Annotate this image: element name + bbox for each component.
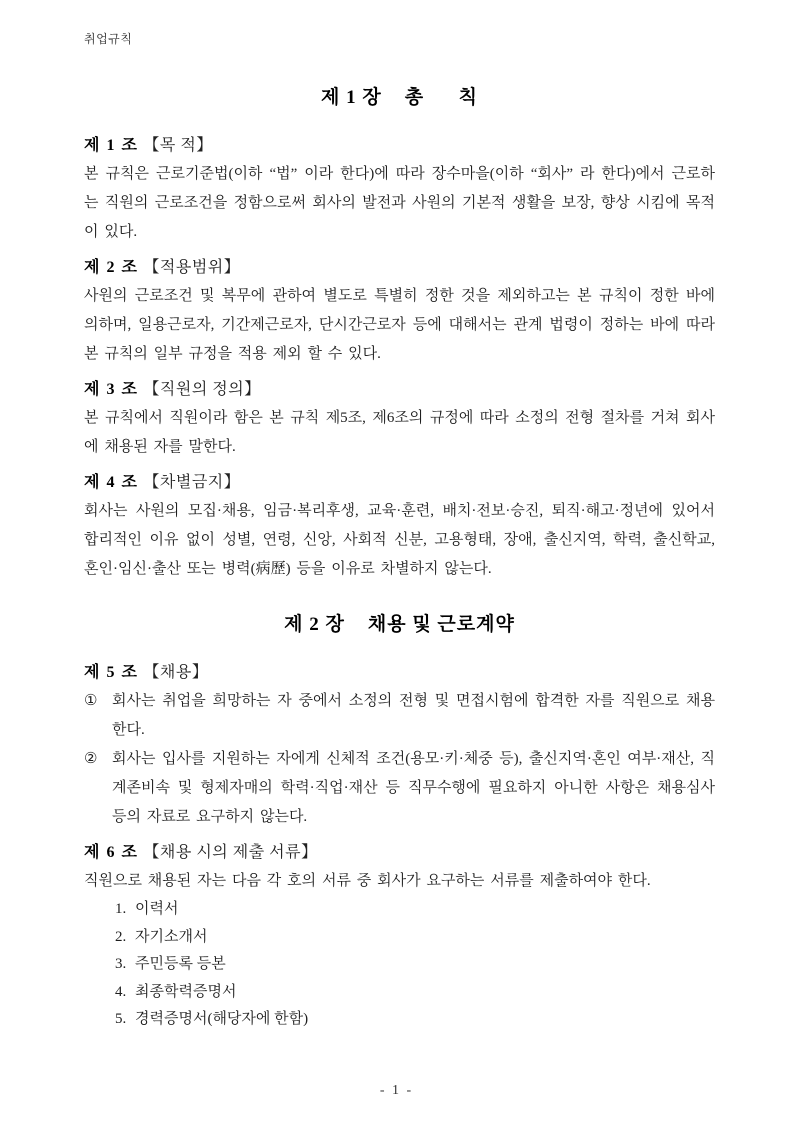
article-1-heading [84,131,715,160]
list-item [115,951,715,979]
article-2 [84,253,715,369]
list-item-text: 주민등록 등본 [135,956,226,972]
article-6-number: 제 6 조 [84,844,139,861]
chapter-1-title: 제 1 장 총 칙 [321,87,478,108]
list-item [115,1006,715,1034]
submission-documents-list [84,896,715,1034]
article-5-number: 제 5 조 [84,664,139,681]
article-1-body: 본 규칙은 근로기준법(이하 “법” 이라 한다)에 따라 장수마을(이하 “회사” 라 한다)에서 근로하는 직원의 근로조건을 정함으로써 회사의 발전과 사원의 기본적 생활을 보장, 향상 시킴에 목적이 있다. [84,166,715,240]
article-3-title: 【직원의 정의】 [143,381,261,398]
article-2-body: 사원의 근로조건 및 복무에 관하여 별도로 특별히 정한 것을 제외하고는 본 규칙이 정한 바에 의하며, 일용근로자, 기간제근로자, 단시간근로자 등에 대해서는 관계 법령이 정하는 바에 따라 본 규칙의 일부 규정을 적용 제외 할 수 있다. [84,288,715,362]
article-5-clause-2 [84,745,715,832]
clause-2-text: 회사는 입사를 지원하는 자에게 신체적 조건(용모·키·체중 등), 출신지역·혼인 여부·재산, 직계존비속 및 형제자매의 학력·직업·재산 등 직무수행에 필요하지 아니한 사항은 채용심사 등의 자료로 요구하지 않는다. [112,751,715,825]
article-6-heading [84,838,715,867]
article-5-heading [84,658,715,687]
list-item-text: 이력서 [135,901,179,917]
article-1 [84,131,715,247]
list-item [115,924,715,952]
list-item-number: 2. [115,928,127,945]
article-1-title: 【목 적】 [143,137,213,154]
list-item [115,979,715,1007]
article-5 [84,658,715,832]
article-3-heading [84,375,715,404]
list-item-number: 5. [115,1011,127,1027]
clause-1-marker: ① [84,693,98,709]
article-1-number: 제 1 조 [84,137,139,154]
doc-header-label: 취업규칙 [84,32,133,46]
list-item-text: 경력증명서(해당자에 한함) [135,1011,309,1027]
article-6-body: 직원으로 채용된 자는 다음 각 호의 서류 중 회사가 요구하는 서류를 제출하여야 한다. [84,873,651,889]
article-4-title: 【차별금지】 [143,474,241,491]
list-item-text: 자기소개서 [135,928,208,945]
article-2-title: 【적용범위】 [143,259,241,276]
article-5-clause-1 [84,687,715,745]
article-3 [84,375,715,462]
article-2-number: 제 2 조 [84,259,139,276]
article-4-number: 제 4 조 [84,474,139,491]
clause-1-text: 회사는 취업을 희망하는 자 중에서 소정의 전형 및 면접시험에 합격한 자를 직원으로 채용한다. [112,693,715,738]
list-item [115,896,715,924]
clause-2-marker: ② [84,751,98,767]
article-3-body: 본 규칙에서 직원이라 함은 본 규칙 제5조, 제6조의 규정에 따라 소정의 전형 절차를 거쳐 회사에 채용된 자를 말한다. [84,410,715,455]
article-2-heading [84,253,715,282]
list-item-number: 1. [115,901,127,917]
article-4-heading [84,468,715,497]
list-item-number: 4. [115,983,127,1000]
article-4-body: 회사는 사원의 모집·채용, 임금·복리후생, 교육·훈련, 배치·전보·승진, 퇴직·해고·정년에 있어서 합리적인 이유 없이 성별, 연령, 신앙, 사회적 신분, 고용형태, 장애, 출신지역, 학력, 출신학교, 혼인·임신·출산 또는 병력(病歷) 등을 이유로 차별하지 않는다. [84,503,715,577]
article-6-title: 【채용 시의 제출 서류】 [143,844,318,861]
list-item-number: 3. [115,956,127,972]
list-item-text: 최종학력증명서 [135,983,237,1000]
page-number: - 1 - [379,1083,414,1098]
article-4 [84,468,715,584]
article-5-title: 【채용】 [143,664,209,681]
article-6 [84,838,715,1034]
chapter-2-title: 제 2 장 채용 및 근로계약 [284,614,515,635]
article-3-number: 제 3 조 [84,381,139,398]
